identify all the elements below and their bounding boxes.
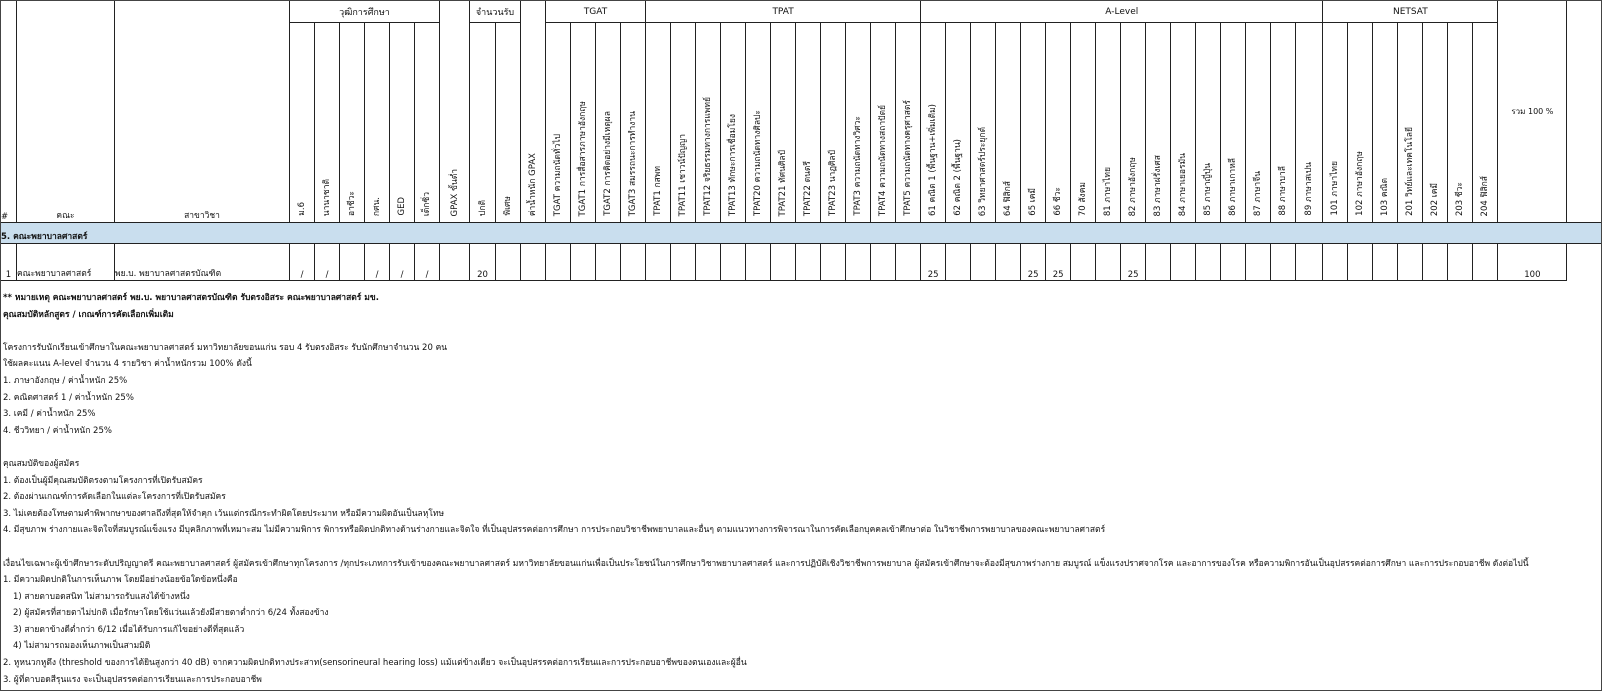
cell-gpax-weight <box>521 244 546 281</box>
cell-qual-0: / <box>290 244 315 281</box>
cell-netsat-6 <box>1473 244 1498 281</box>
notes-block <box>3 290 1599 688</box>
col-tpat-4: TPAT20 ความถนัดทางศิลปะ <box>746 23 771 223</box>
cell-gpax-min <box>440 244 470 281</box>
cell-tpat-9 <box>871 244 896 281</box>
note-line: 1. ภาษาอังกฤษ / ค่าน้ำหนัก 25% <box>3 375 128 386</box>
col-quota-0: ปกติ <box>470 23 496 223</box>
group-netsat: NETSAT <box>1323 1 1498 23</box>
col-qual-5: เด็กซิ่ว <box>415 23 440 223</box>
col-alevel-1: 62 คณิต 2 (พื้นฐาน) <box>946 23 971 223</box>
cell-tpat-10 <box>896 244 921 281</box>
col-tpat-10: TPAT5 ความถนัดทางครุศาสตร์ <box>896 23 921 223</box>
cell-tgat-1 <box>571 244 596 281</box>
cell-alevel-1 <box>946 244 971 281</box>
col-alevel-6: 70 สังคม <box>1071 23 1096 223</box>
col-num: # <box>1 1 17 223</box>
note-line: ใช้ผลคะแนน A-level จำนวน 4 รายวิชา ค่าน้ำหนักรวม 100% ดังนี้ <box>3 359 252 370</box>
col-tgat-2: TGAT2 การคิดอย่างมีเหตุผล <box>596 23 621 223</box>
cell-netsat-5 <box>1448 244 1473 281</box>
group-quota: จำนวนรับ <box>470 1 521 23</box>
col-alevel-9: 83 ภาษาฝรั่งเศส <box>1146 23 1171 223</box>
note-line: 4) ไม่สามารถมองเห็นภาพเป็นสามมิติ <box>13 641 151 652</box>
cell-tgat-2 <box>596 244 621 281</box>
col-alevel-12: 86 ภาษาเกาหลี <box>1221 23 1246 223</box>
admission-table <box>0 0 1602 281</box>
cell-netsat-0 <box>1323 244 1348 281</box>
col-gpax-min: GPAX ขั้นต่ำ <box>440 1 470 223</box>
col-netsat-4: 202 เคมี <box>1423 23 1448 223</box>
cell-alevel-8: 25 <box>1121 244 1146 281</box>
row-faculty: คณะพยาบาลศาสตร์ <box>17 244 115 281</box>
note-line: เงื่อนไขเฉพาะผู้เข้าศึกษาระดับปริญญาตรี คณะพยาบาลศาสตร์ ผู้สมัครเข้าศึกษาทุกโครงการ /ทุกประเภทการรับเข้าของคณะพยาบาลศาสตร์ มหาวิทยาลัยขอนแก่นเพื่อเป็นประโยชน์ในการศึกษาวิชาพยาบาลศาสตร์ และการปฏิบัติเชิงวิชาชีพการพยาบาล ผู้สมัครเข้าศึกษาจะต้องมีสุขภาพร่างกาย สมบูรณ์ แข็งแรงปราศจากโรค และอาการของโรค หรือความพิการอันเป็นอุปสรรคต่อการศึกษา และการประกอบอาชีพ ดังต่อไปนี้ <box>3 558 1529 569</box>
cell-tpat-6 <box>796 244 821 281</box>
cell-tpat-3 <box>721 244 746 281</box>
col-netsat-6: 204 ฟิสิกส์ <box>1473 23 1498 223</box>
note-line: 3. เคมี / ค่าน้ำหนัก 25% <box>3 409 96 420</box>
cell-netsat-2 <box>1373 244 1398 281</box>
col-tpat-7: TPAT23 นาฏศิลป์ <box>821 23 846 223</box>
cell-tpat-1 <box>671 244 696 281</box>
col-alevel-8: 82 ภาษาอังกฤษ <box>1121 23 1146 223</box>
col-tpat-2: TPAT12 จริยธรรมทางการแพทย์ <box>696 23 721 223</box>
col-tpat-8: TPAT3 ความถนัดทางวิศวะ <box>846 23 871 223</box>
note-line: 1. มีความผิดปกติในการเห็นภาพ โดยมีอย่างน้อยข้อใดข้อหนึ่งคือ <box>3 575 238 586</box>
cell-tpat-5 <box>771 244 796 281</box>
cell-alevel-5: 25 <box>1046 244 1071 281</box>
note-line: 3. ผู้ที่ตาบอดสีรุนแรง จะเป็นอุปสรรคต่อการเรียนและการประกอบอาชีพ <box>3 674 262 685</box>
group-tgat: TGAT <box>546 1 646 23</box>
col-tgat-1: TGAT1 การสื่อสารภาษาอังกฤษ <box>571 23 596 223</box>
cell-qual-2 <box>340 244 365 281</box>
group-tpat: TPAT <box>646 1 921 23</box>
cell-alevel-6 <box>1071 244 1096 281</box>
cell-alevel-13 <box>1246 244 1271 281</box>
col-netsat-2: 103 คณิต <box>1373 23 1398 223</box>
spacer <box>3 539 1599 556</box>
col-alevel-0: 61 คณิต 1 (พื้นฐาน+เพิ่มเติม) <box>921 23 946 223</box>
cell-alevel-4: 25 <box>1021 244 1046 281</box>
cell-alevel-14 <box>1271 244 1296 281</box>
note-line: 2. คณิตศาสตร์ 1 / ค่าน้ำหนัก 25% <box>3 392 134 403</box>
cell-qual-1: / <box>315 244 340 281</box>
section-row <box>1 223 1602 244</box>
col-qual-3: กศน. <box>365 23 390 223</box>
cell-alevel-0: 25 <box>921 244 946 281</box>
col-alevel-10: 84 ภาษาเยอรมัน <box>1171 23 1196 223</box>
remark: ** หมายเหตุ คณะพยาบาลศาสตร์ พย.บ. พยาบาลศาสตรบัณฑิต รับตรงอิสระ คณะพยาบาลศาสตร์ มข. <box>3 293 379 303</box>
note-line: 1) สายตาบอดสนิท ไม่สามารถรับแสงได้ข้างหนึ่ง <box>13 591 190 602</box>
col-tgat-3: TGAT3 สมรรถนะการทำงาน <box>621 23 646 223</box>
note-line: โครงการรับนักเรียนเข้าศึกษาในคณะพยาบาลศาสตร์ มหาวิทยาลัยขอนแก่น รอบ 4 รับตรงอิสระ รับนักศึกษาจำนวน 20 คน <box>3 342 448 353</box>
col-netsat-3: 201 วิทย์และเทคโนโลยี <box>1398 23 1423 223</box>
note-line: 2) ผู้สมัครที่สายตาไม่ปกติ เมื่อรักษาโดยใช้แว่นแล้วยังมีสายตาต่ำกว่า 6/24 ทั้งสองข้าง <box>13 608 329 619</box>
note-line: 4. ชีววิทยา / ค่าน้ำหนัก 25% <box>3 425 112 436</box>
cell-total: 100 <box>1498 244 1567 281</box>
row-major: พย.บ. พยาบาลศาสตรบัณฑิต <box>115 244 290 281</box>
note-line: 4. มีสุขภาพ ร่างกายและจิตใจที่สมบูรณ์แข็งแรง มีบุคลิกภาพที่เหมาะสม ไม่มีความพิการ พิการหรือผิดปกติทางด้านร่างกายและจิตใจ ที่เป็นอุปสรรคต่อการศึกษา การประกอบวิชาชีพพยาบาลและอื่นๆ ตามแนวทางการพิจารณาในการคัดเลือกบุคคลเข้าศึกษาต่อ ในวิชาชีพการพยาบาลของคณะพยาบาลศาสตร์ <box>3 525 1106 536</box>
cell-alevel-3 <box>996 244 1021 281</box>
cell-tgat-3 <box>621 244 646 281</box>
cell-alevel-10 <box>1171 244 1196 281</box>
note-line: 3. ไม่เคยต้องโทษตามคำพิพากษาของศาลถึงที่สุดให้จำคุก เว้นแต่กรณีกระทำผิดโดยประมาท หรือมีความผิดอันเป็นลหุโทษ <box>3 508 445 519</box>
col-netsat-0: 101 ภาษาไทย <box>1323 23 1348 223</box>
col-alevel-14: 88 ภาษาบาลี <box>1271 23 1296 223</box>
col-gpax-weight: ค่าน้ำหนัก GPAX <box>521 1 546 223</box>
table-row <box>1 244 1602 281</box>
cell-tpat-7 <box>821 244 846 281</box>
col-total: รวม 100 % <box>1498 1 1567 223</box>
col-alevel-13: 87 ภาษาจีน <box>1246 23 1271 223</box>
note-line: 3) สายตาข้างดีต่ำกว่า 6/12 เมื่อได้รับการแก้ไขอย่างดีที่สุดแล้ว <box>13 624 245 635</box>
group-qualification: วุฒิการศึกษา <box>290 1 440 23</box>
col-qual-4: GED <box>390 23 415 223</box>
cell-netsat-3 <box>1398 244 1423 281</box>
col-qual-2: อาชีวะ <box>340 23 365 223</box>
col-tpat-9: TPAT4 ความถนัดทางสถาปัตย์ <box>871 23 896 223</box>
cell-alevel-12 <box>1221 244 1246 281</box>
col-netsat-1: 102 ภาษาอังกฤษ <box>1348 23 1373 223</box>
note-line: 2. หูหนวกหูตึง (threshold ของการได้ยินสูงกว่า 40 dB) จากความผิดปกติทางประสาท(sensorineural hearing loss) แม้แต่ข้างเดียว จะเป็นอุปสรรคต่อการเรียนและการประกอบอาชีพของตนเองและผู้อื่น <box>3 658 747 669</box>
cell-alevel-11 <box>1196 244 1221 281</box>
col-alevel-4: 65 เคมี <box>1021 23 1046 223</box>
col-quota-1: พิเศษ <box>496 23 521 223</box>
cell-tpat-8 <box>846 244 871 281</box>
note-line: คุณสมบัติหลักสูตร / เกณฑ์การคัดเลือกเพิ่มเติม <box>3 309 174 320</box>
cell-alevel-15 <box>1296 244 1323 281</box>
col-major: สาขาวิชา <box>115 1 290 223</box>
note-line: 1. ต้องเป็นผู้มีคุณสมบัติตรงตามโครงการที่เปิดรับสมัคร <box>3 475 203 486</box>
col-tpat-1: TPAT11 เชาวน์ปัญญา <box>671 23 696 223</box>
cell-alevel-9 <box>1146 244 1171 281</box>
col-qual-0: ม.6 <box>290 23 315 223</box>
note-line: คุณสมบัติของผู้สมัคร <box>3 458 80 469</box>
col-alevel-3: 64 ฟิสิกส์ <box>996 23 1021 223</box>
cell-qual-5: / <box>415 244 440 281</box>
cell-qual-4: / <box>390 244 415 281</box>
col-alevel-11: 85 ภาษาญี่ปุ่น <box>1196 23 1221 223</box>
group-header-row <box>1 1 1602 23</box>
cell-tpat-0 <box>646 244 671 281</box>
col-tpat-5: TPAT21 ทัศนศิลป์ <box>771 23 796 223</box>
col-netsat-5: 203 ชีวะ <box>1448 23 1473 223</box>
cell-quota-1 <box>496 244 521 281</box>
col-tpat-0: TPAT1 กสพท <box>646 23 671 223</box>
cell-tpat-4 <box>746 244 771 281</box>
col-tgat-0: TGAT ความถนัดทั่วไป <box>546 23 571 223</box>
cell-netsat-1 <box>1348 244 1373 281</box>
section-title: 5. คณะพยาบาลศาสตร์ <box>1 223 1602 244</box>
col-tpat-6: TPAT22 ดนตรี <box>796 23 821 223</box>
col-alevel-5: 66 ชีวะ <box>1046 23 1071 223</box>
cell-tgat-0 <box>546 244 571 281</box>
cell-quota-0: 20 <box>470 244 496 281</box>
spacer <box>3 323 1599 340</box>
col-qual-1: นานาชาติ <box>315 23 340 223</box>
cell-qual-3: / <box>365 244 390 281</box>
cell-tpat-2 <box>696 244 721 281</box>
col-faculty: คณะ <box>17 1 115 223</box>
cell-netsat-4 <box>1423 244 1448 281</box>
col-alevel-15: 89 ภาษาสเปน <box>1296 23 1323 223</box>
col-tpat-3: TPAT13 ทักษะการเชื่อมโยง <box>721 23 746 223</box>
group-alevel: A-Level <box>921 1 1323 23</box>
spacer <box>3 439 1599 456</box>
col-alevel-2: 63 วิทยาศาสตร์ประยุกต์ <box>971 23 996 223</box>
note-line: 2. ต้องผ่านเกณฑ์การคัดเลือกในแต่ละโครงการที่เปิดรับสมัคร <box>3 492 226 503</box>
row-num: 1 <box>1 244 17 281</box>
col-alevel-7: 81 ภาษาไทย <box>1096 23 1121 223</box>
cell-alevel-2 <box>971 244 996 281</box>
cell-alevel-7 <box>1096 244 1121 281</box>
